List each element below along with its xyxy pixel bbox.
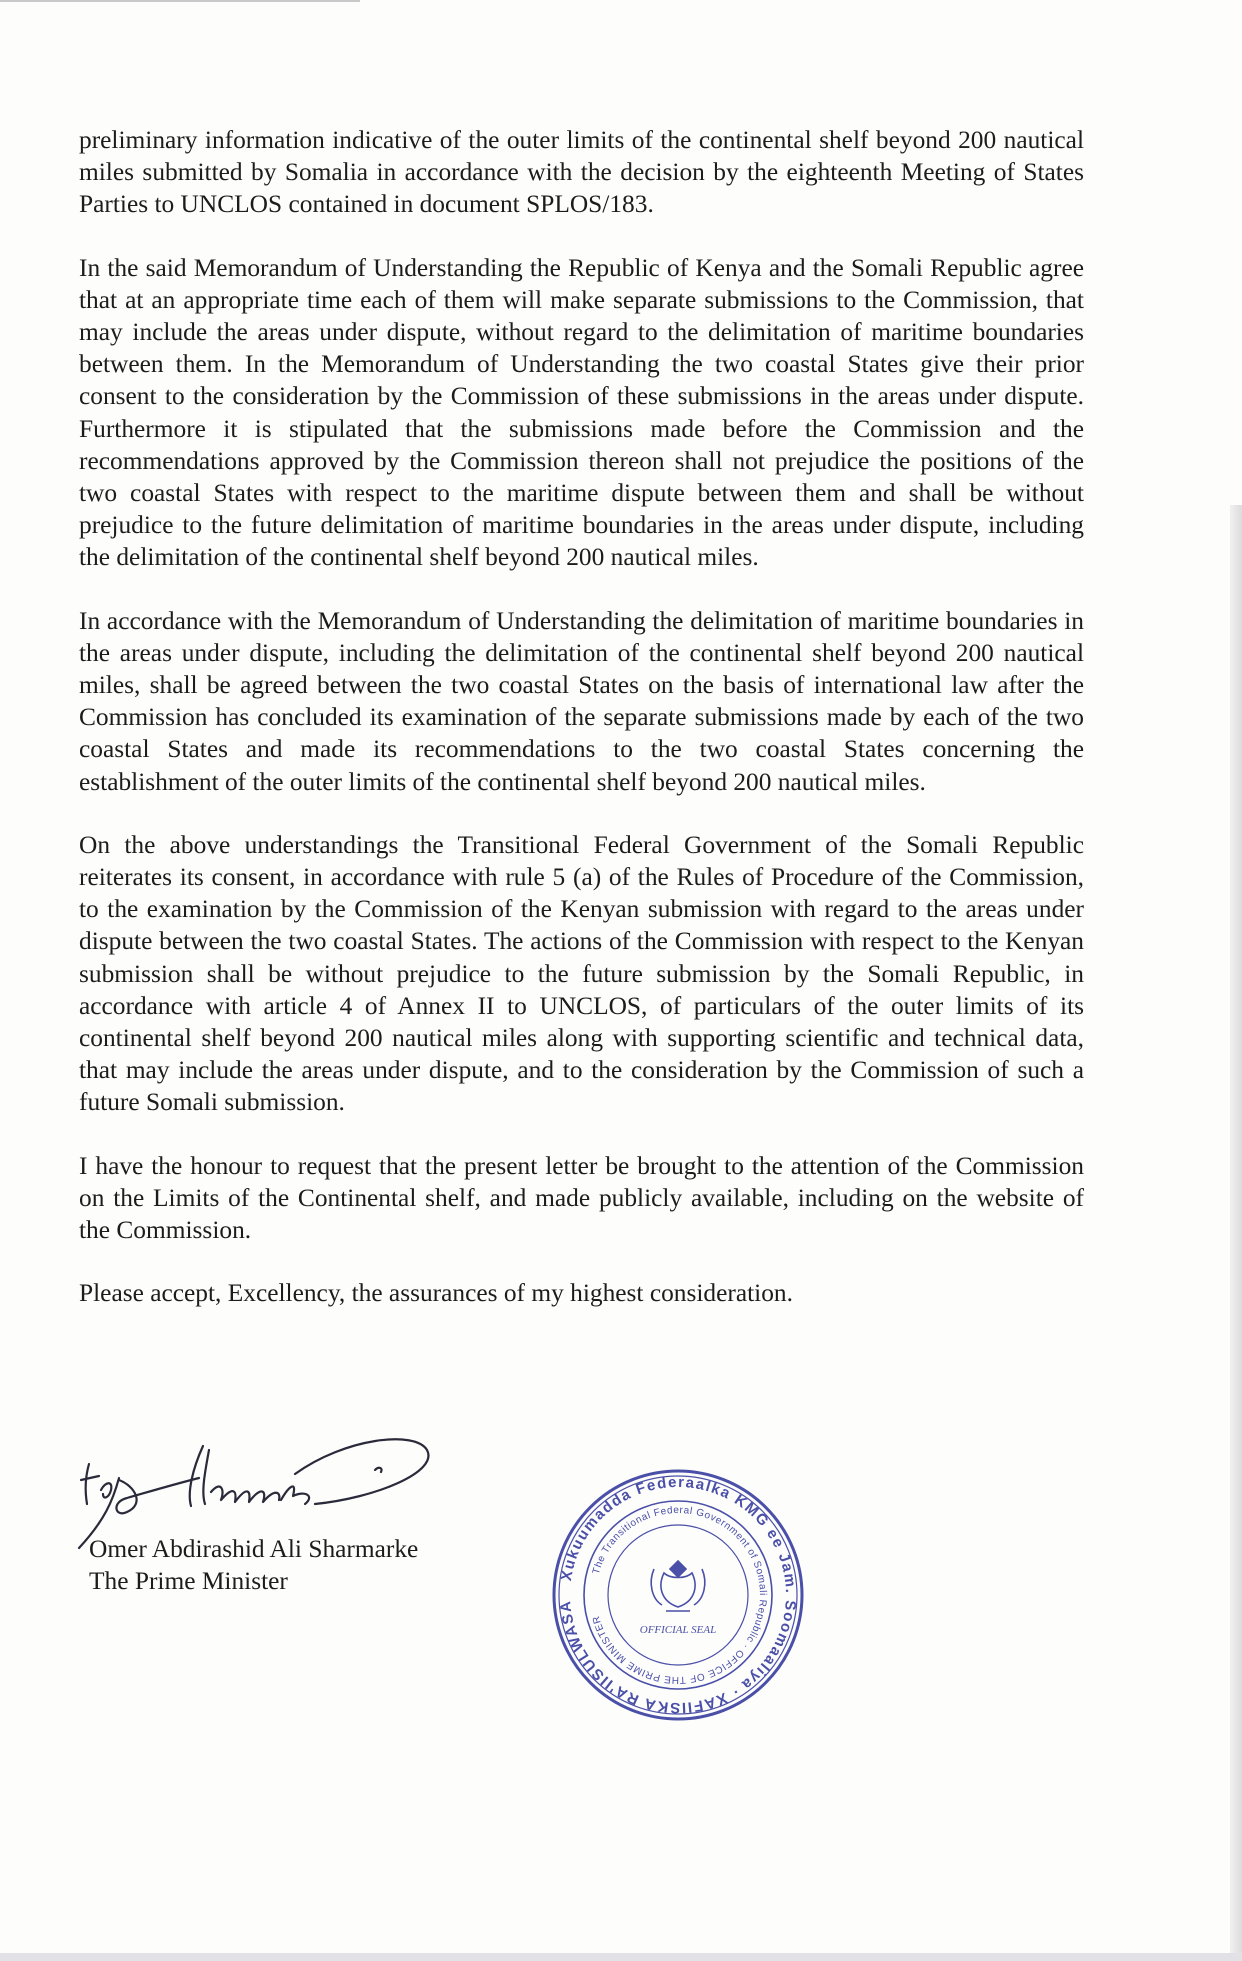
scan-edge-line: [0, 0, 360, 2]
paragraph: In the said Memorandum of Understanding the Republic of Kenya and the Somali Republic agree that at an appropriate time each of them will make separate submissions to the Commission, that may include the areas under dispute, without regard to the delimitation of maritime boundaries between them. In the Memorandum of Understanding the two coastal States give their prior consent to the consideration by the Commission of these submissions in the areas under dispute. Furthermore it is stipulated that the submissions made before the Commission and the recommendations approved by the Commission thereon shall not prejudice the positions of the two coastal States with respect to the maritime dispute between them and shall be without prejudice to the future delimitation of maritime boundaries in the areas under dispute, including the delimitation of the continental shelf beyond 200 nautical miles.: [79, 253, 1084, 572]
paragraph: On the above understandings the Transitional Federal Government of the Somali Republic reiterates its consent, in accordance with rule 5 (a) of the Rules of Procedure of the Commission, to the examination by the Commission of the Kenyan submission with regard to the areas under dispute between the two coastal States. The actions of the Commission with respect to the Kenyan submission shall be without prejudice to the future submission by the Somali Republic, in accordance with article 4 of Annex II to UNCLOS, of particulars of the outer limits of its continental shelf beyond 200 nautical miles along with supporting scientific and technical data, that may include the areas under dispute, and to the consideration by the Commission of such a future Somali submission.: [79, 830, 1084, 1117]
official-seal-stamp: [548, 1465, 808, 1725]
paragraph: I have the honour to request that the present letter be brought to the attention of the Commission on the Limits of the Continental shelf, and made publicly available, including on the website of the Commission.: [79, 1151, 1084, 1245]
handwritten-signature: [75, 1420, 455, 1550]
signer-name: Omer Abdirashid Ali Sharmarke: [89, 1535, 419, 1563]
seal-graphic: [548, 1465, 808, 1725]
signer-title: The Prime Minister: [89, 1567, 288, 1595]
seal-center-label: OFFICIAL SEAL: [639, 1624, 717, 1636]
page-edge-shadow: [1230, 505, 1242, 1961]
letter-body: [79, 124, 1084, 1310]
seal-outer-text: Xukuumadda Federaalka KMG ee Jam. Soomaaliya · XAFIISKA RA'IISULWASA: [556, 1473, 800, 1717]
svg-text:The Transitional Federal Gover: [591, 1505, 768, 1685]
paragraph: preliminary information indicative of the outer limits of the continental shelf beyond 200 nautical miles submitted by Somalia in accordance with the decision by the eighteenth Meeting of States Parties to UNCLOS contained in document SPLOS/183.: [79, 126, 1084, 219]
closing-line: Please accept, Excellency, the assurances of my highest consideration.: [79, 1279, 793, 1308]
page-bottom-shadow: [0, 1953, 1242, 1961]
seal-inner-text: The Transitional Federal Government of Somali Republic · OFFICE OF THE PRIME MINISTER: [590, 1504, 769, 1686]
paragraph: In accordance with the Memorandum of Understanding the delimitation of maritime boundaries in the areas under dispute, including the delimitation of the continental shelf beyond 200 nautical miles, shall be agreed between the two coastal States on the basis of international law after the Commission has concluded its examination of the separate submissions made by each of the two coastal States and made its recommendations to the two coastal States concerning the establishment of the outer limits of the continental shelf beyond 200 nautical miles.: [79, 606, 1084, 796]
signature-block: [79, 1420, 599, 1620]
coat-of-arms-icon: [651, 1561, 705, 1611]
